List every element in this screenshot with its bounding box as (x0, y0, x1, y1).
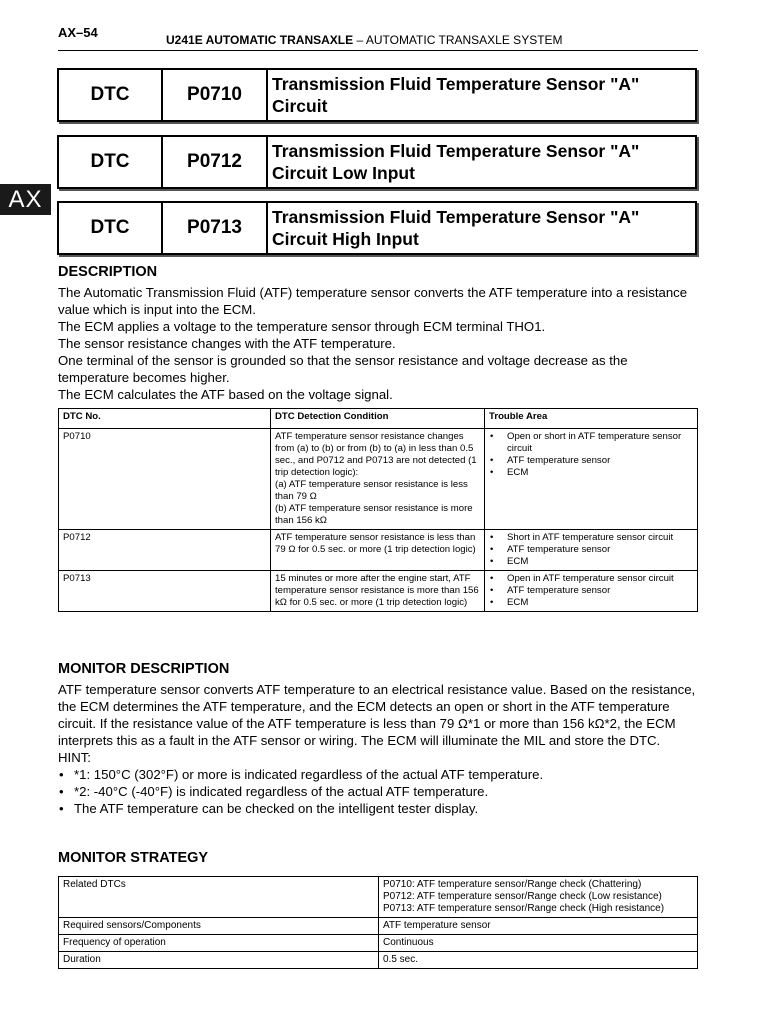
table-row (59, 429, 698, 530)
strategy-value-line: P0713: ATF temperature sensor/Range check (High resistance) (383, 903, 665, 914)
list-item: • *1: 150°C (302°F) or more is indicated regardless of the actual ATF temperature. (58, 766, 698, 783)
strategy-value-line: P0710: ATF temperature sensor/Range check (Chattering) (383, 879, 642, 890)
dtc-no-cell: P0710 (59, 429, 271, 530)
dtc-title: Transmission Fluid Temperature Sensor "A" Circuit (272, 74, 640, 116)
dtc-title: Transmission Fluid Temperature Sensor "A" Circuit Low Input (272, 141, 640, 183)
dtc-no-cell: P0712 (59, 530, 271, 571)
trouble-area-list (489, 431, 693, 479)
trouble-area-cell (485, 530, 698, 571)
trouble-area-cell (485, 429, 698, 530)
monitor-strategy-heading: MONITOR STRATEGY (58, 850, 209, 866)
hint-list (58, 766, 698, 817)
description-body (58, 284, 698, 403)
list-item: • ATF temperature sensor (489, 455, 693, 467)
running-header-rest: – AUTOMATIC TRANSAXLE SYSTEM (353, 33, 563, 47)
list-item: • ECM (489, 467, 693, 479)
page-number: AX–54 (58, 25, 98, 40)
list-item: • ATF temperature sensor (489, 544, 693, 556)
hint-label: HINT: (58, 750, 91, 765)
dtc-header-box-p0713 (57, 201, 697, 255)
table-row (59, 918, 698, 935)
header-rule (58, 50, 698, 51)
table-header-row (59, 409, 698, 429)
column-header-dtc-no: DTC No. (59, 409, 271, 429)
section-side-tab: AX (0, 184, 51, 215)
list-item: • ECM (489, 597, 693, 609)
condition-line: ATF temperature sensor resistance is less than 79 Ω for 0.5 sec. or more (1 trip detection logic) (275, 532, 476, 555)
dtc-header-box-p0710 (57, 68, 697, 122)
description-paragraph: The ECM calculates the ATF based on the voltage signal. (58, 387, 393, 402)
condition-line: (a) ATF temperature sensor resistance is less than 79 Ω (275, 479, 468, 502)
column-header-detection-condition: DTC Detection Condition (271, 409, 485, 429)
strategy-label-cell: Related DTCs (59, 877, 379, 918)
description-paragraph: One terminal of the sensor is grounded so that the sensor resistance and voltage decrease as the temperature becomes higher. (58, 353, 628, 385)
strategy-label-cell: Required sensors/Components (59, 918, 379, 935)
description-paragraph: The sensor resistance changes with the ATF temperature. (58, 336, 396, 351)
monitor-strategy-table (58, 876, 698, 969)
description-heading: DESCRIPTION (58, 264, 158, 280)
description-paragraph: The ECM applies a voltage to the temperature sensor through ECM terminal THO1. (58, 319, 546, 334)
trouble-area-list (489, 532, 693, 568)
table-row (59, 877, 698, 918)
dtc-label: DTC (59, 203, 163, 253)
condition-line: ATF temperature sensor resistance changes from (a) to (b) or from (b) to (a) in less than 0.5 sec., and P0712 and P0713 are not detected (1 trip detection logic): (275, 431, 477, 478)
monitor-description-body (58, 681, 698, 817)
detection-condition-cell (271, 429, 485, 530)
dtc-code: P0712 (163, 137, 268, 187)
table-row (59, 952, 698, 969)
strategy-value-line: P0712: ATF temperature sensor/Range check (Low resistance) (383, 891, 662, 902)
condition-line: 15 minutes or more after the engine start, ATF temperature sensor resistance is more than 156 kΩ for 0.5 sec. or more (1 trip detection logic) (275, 573, 479, 608)
dtc-label: DTC (59, 137, 163, 187)
list-item: • The ATF temperature can be checked on the intelligent tester display. (58, 800, 698, 817)
strategy-value-cell (379, 877, 698, 918)
list-item: • ATF temperature sensor (489, 585, 693, 597)
dtc-label: DTC (59, 70, 163, 120)
description-paragraph: The Automatic Transmission Fluid (ATF) temperature sensor converts the ATF temperature into a resistance value which is input into the ECM. (58, 285, 688, 317)
dtc-title: Transmission Fluid Temperature Sensor "A" Circuit High Input (272, 207, 640, 249)
detection-condition-cell (271, 571, 485, 612)
monitor-description-heading: MONITOR DESCRIPTION (58, 661, 230, 677)
dtc-code: P0713 (163, 203, 268, 253)
dtc-header-box-p0712 (57, 135, 697, 189)
table-row (59, 530, 698, 571)
running-header (166, 33, 563, 47)
trouble-area-list (489, 573, 693, 609)
detection-condition-cell (271, 530, 485, 571)
strategy-label-cell: Duration (59, 952, 379, 969)
running-header-bold: U241E AUTOMATIC TRANSAXLE (166, 33, 354, 47)
list-item: • Open in ATF temperature sensor circuit (489, 573, 693, 585)
condition-line: (b) ATF temperature sensor resistance is more than 156 kΩ (275, 503, 473, 526)
column-header-trouble-area: Trouble Area (485, 409, 698, 429)
dtc-detection-table (58, 408, 698, 612)
table-row (59, 935, 698, 952)
list-item: • Open or short in ATF temperature sensor circuit (489, 431, 693, 455)
dtc-no-cell: P0713 (59, 571, 271, 612)
strategy-value-cell: Continuous (379, 935, 698, 952)
list-item: • ECM (489, 556, 693, 568)
trouble-area-cell (485, 571, 698, 612)
monitor-description-paragraph: ATF temperature sensor converts ATF temperature to an electrical resistance value. Based on the resistance, the ECM determines the ATF temperature, and the ECM detects an open or short in the ATF temperature circuit. If the resistance value of the ATF temperature is less than 79 Ω*1 or more than 156 kΩ*2, the ECM interprets this as a fault in the ATF sensor or wiring. The ECM will illuminate the MIL and store the DTC. (58, 682, 696, 748)
table-row (59, 571, 698, 612)
strategy-value-cell: 0.5 sec. (379, 952, 698, 969)
strategy-label-cell: Frequency of operation (59, 935, 379, 952)
list-item: • *2: -40°C (-40°F) is indicated regardless of the actual ATF temperature. (58, 783, 698, 800)
list-item: • Short in ATF temperature sensor circuit (489, 532, 693, 544)
strategy-value-cell: ATF temperature sensor (379, 918, 698, 935)
dtc-code: P0710 (163, 70, 268, 120)
